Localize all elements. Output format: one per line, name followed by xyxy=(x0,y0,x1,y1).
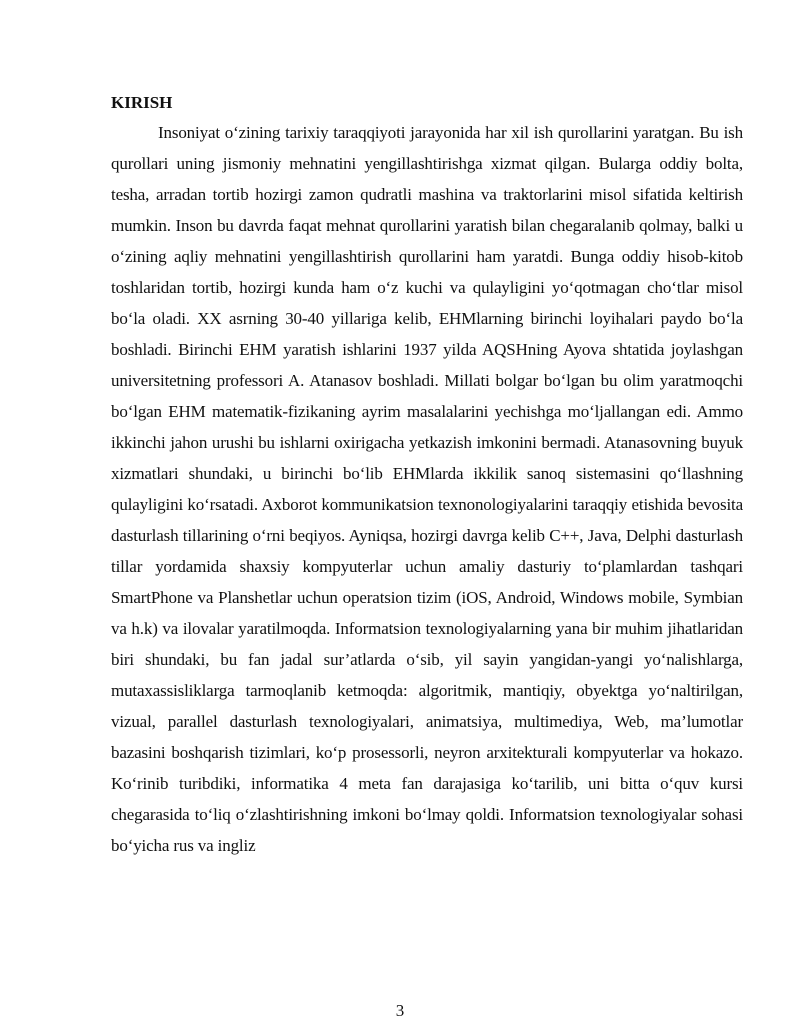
body-paragraph: Insoniyat o‘zining tarixiy taraqqiyoti jarayonida har xil ish qurollarini yaratgan. Bu ish qurollari uning jismoniy mehnatini yengillashtirishga xizmat qilgan. Bularga oddiy bolta, tesha, arradan tortib hozirgi zamon qudratli mashina va traktorlarini misol sifatida keltirish mumkin. Inson bu davrda faqat mehnat qurollarini yaratish bilan chegaralanib qolmay, balki u o‘zining aqliy mehnatini yengillashtirish qurollarini ham yaratdi. Bunga oddiy hisob-kitob toshlaridan tortib, hozirgi kunda ham o‘z kuchi va qulayligini yo‘qotmagan cho‘tlar misol bo‘la oladi. XX asrning 30-40 yillariga kelib, EHMlarning birinchi loyihalari paydo bo‘la boshladi. Birinchi EHM yaratish ishlarini 1937 yilda AQSHning Ayova shtatida joylashgan universitetning professori A. Atanasov boshladi. Millati bolgar bo‘lgan bu olim yaratmoqchi bo‘lgan EHM matematik-fizikaning ayrim masalalarini yechishga mo‘ljallangan edi. Ammo ikkinchi jahon urushi bu ishlarni oxirigacha yetkazish imkonini bermadi. Atanasovning buyuk xizmatlari shundaki, u birinchi bo‘lib EHMlarda ikkilik sanoq sistemasini qo‘llashning qulayligini ko‘rsatadi. Axborot kommunikatsion texnonologiyalarini taraqqiy etishida bevosita dasturlash tillarining o‘rni beqiyos. Ayniqsa, hozirgi davrga kelib C++, Java, Delphi dasturlash tillar yordamida shaxsiy kompyuterlar uchun amaliy dasturiy to‘plamlardan tashqari SmartPhone va Planshetlar uchun operatsion tizim (iOS, Android, Windows mobile, Symbian va h.k) va ilovalar yaratilmoqda. Informatsion texnologiyalarning yana bir muhim jihatlaridan biri shundaki, bu fan jadal sur’atlarda o‘sib, yil sayin yangidan-yangi yo‘nalishlarga, mutaxassisliklarga tarmoqlanib ketmoqda: algoritmik, mantiqiy, obyektga yo‘naltirilgan, vizual, parallel dasturlash texnologiyalari, animatsiya, multimediya, Web, ma’lumotlar bazasini boshqarish tizimlari, ko‘p prosessorli, neyron arxitekturali kompyuterlar va hokazo. Ko‘rinib turibdiki, informatika 4 meta fan darajasiga ko‘tarilib, uni bitta o‘quv kursi chegarasida to‘liq o‘zlashtirishning imkoni bo‘lmay qoldi. Informatsion texnologiyalar sohasi bo‘yicha rus va ingliz xyxy=(111,123,743,855)
section-heading: KIRISH xyxy=(111,93,173,112)
page-number: 3 xyxy=(395,1001,405,1020)
document-page xyxy=(111,88,743,861)
